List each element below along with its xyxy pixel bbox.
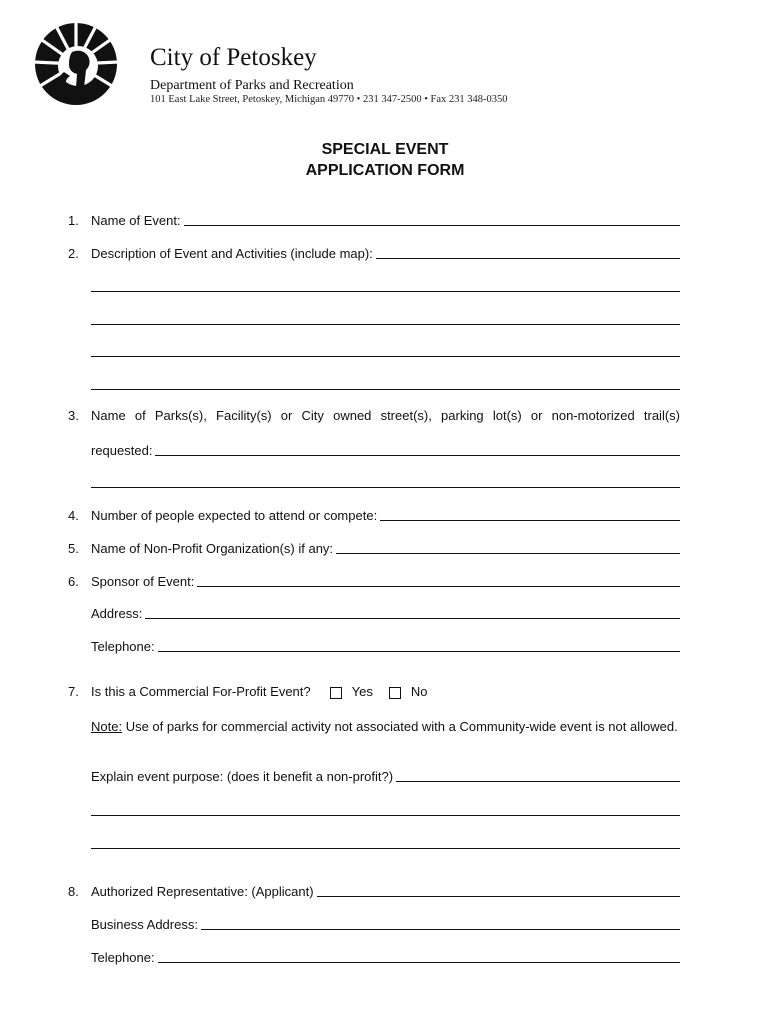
question-3 bbox=[68, 408, 680, 423]
sponsor-telephone-field[interactable] bbox=[158, 637, 680, 652]
attendance-label: Number of people expected to attend or compete: bbox=[91, 508, 378, 523]
question-8 bbox=[68, 881, 680, 899]
question-number: 1. bbox=[68, 213, 79, 228]
sponsor-telephone-label: Telephone: bbox=[91, 639, 155, 654]
question-1 bbox=[68, 210, 680, 228]
nonprofit-label: Name of Non-Profit Organization(s) if any: bbox=[91, 541, 334, 556]
representative-field[interactable] bbox=[317, 882, 680, 897]
department-name: Department of Parks and Recreation bbox=[150, 78, 354, 93]
question-5 bbox=[68, 538, 680, 556]
question-2 bbox=[68, 243, 680, 261]
event-description-line[interactable] bbox=[91, 356, 680, 357]
form-title-line1: SPECIAL EVENT bbox=[321, 141, 449, 158]
facility-requested-line[interactable] bbox=[91, 487, 680, 488]
commercial-note bbox=[91, 718, 680, 735]
department-address: 101 East Lake Street, Petoskey, Michigan 49770 • 231 347-2500 • Fax 231 348-0350 bbox=[150, 94, 508, 105]
question-number: 4. bbox=[68, 508, 79, 523]
note-label: Note: bbox=[91, 719, 123, 734]
attendance-field[interactable] bbox=[380, 506, 680, 521]
event-description-line[interactable] bbox=[91, 291, 680, 292]
question-number: 3. bbox=[68, 408, 79, 423]
city-seal-logo bbox=[34, 22, 118, 106]
note-text: Use of parks for commercial activity not associated with a Community-wide event is not allowed. bbox=[122, 719, 678, 734]
event-purpose-line[interactable] bbox=[91, 848, 680, 849]
commercial-event-label: Is this a Commercial For-Profit Event? bbox=[91, 684, 311, 699]
question-4 bbox=[68, 505, 680, 523]
no-label: No bbox=[410, 684, 428, 699]
requested-label: requested: bbox=[91, 443, 153, 458]
event-purpose-label: Explain event purpose: (does it benefit a non-profit?) bbox=[91, 769, 394, 784]
representative-label: Authorized Representative: (Applicant) bbox=[91, 884, 314, 899]
event-purpose-row bbox=[91, 766, 680, 784]
city-name: City of Petoskey bbox=[150, 44, 317, 71]
question-number: 2. bbox=[68, 246, 79, 261]
event-description-line[interactable] bbox=[91, 324, 680, 325]
no-checkbox[interactable] bbox=[389, 687, 401, 699]
event-name-label: Name of Event: bbox=[91, 213, 181, 228]
facility-label: Name of Parks(s), Facility(s) or City owned street(s), parking lot(s) or non-motorized trail(s) bbox=[91, 408, 680, 423]
sponsor-label: Sponsor of Event: bbox=[91, 574, 195, 589]
event-name-field[interactable] bbox=[184, 211, 680, 226]
event-purpose-line[interactable] bbox=[91, 815, 680, 816]
event-description-field[interactable] bbox=[376, 244, 680, 259]
sponsor-field[interactable] bbox=[197, 572, 680, 587]
question-number: 8. bbox=[68, 884, 79, 899]
question-3-continued bbox=[91, 440, 680, 458]
representative-telephone-label: Telephone: bbox=[91, 950, 155, 965]
sponsor-address-field[interactable] bbox=[145, 604, 680, 619]
question-number: 5. bbox=[68, 541, 79, 556]
representative-telephone-row bbox=[91, 947, 680, 965]
question-number: 7. bbox=[68, 684, 79, 699]
event-purpose-field[interactable] bbox=[396, 767, 680, 782]
nonprofit-field[interactable] bbox=[336, 539, 680, 554]
question-7 bbox=[68, 681, 680, 699]
yes-label: Yes bbox=[351, 684, 373, 699]
question-6 bbox=[68, 571, 680, 589]
sponsor-address-row bbox=[91, 603, 680, 621]
sponsor-telephone-row bbox=[91, 636, 680, 654]
facility-requested-field[interactable] bbox=[155, 441, 680, 456]
event-description-line[interactable] bbox=[91, 389, 680, 390]
yes-checkbox[interactable] bbox=[330, 687, 342, 699]
sponsor-address-label: Address: bbox=[91, 606, 143, 621]
representative-telephone-field[interactable] bbox=[158, 948, 680, 963]
event-description-label: Description of Event and Activities (include map): bbox=[91, 246, 373, 261]
business-address-label: Business Address: bbox=[91, 917, 198, 932]
form-title-line2: APPLICATION FORM bbox=[305, 162, 465, 179]
business-address-row bbox=[91, 914, 680, 932]
business-address-field[interactable] bbox=[201, 915, 680, 930]
question-number: 6. bbox=[68, 574, 79, 589]
